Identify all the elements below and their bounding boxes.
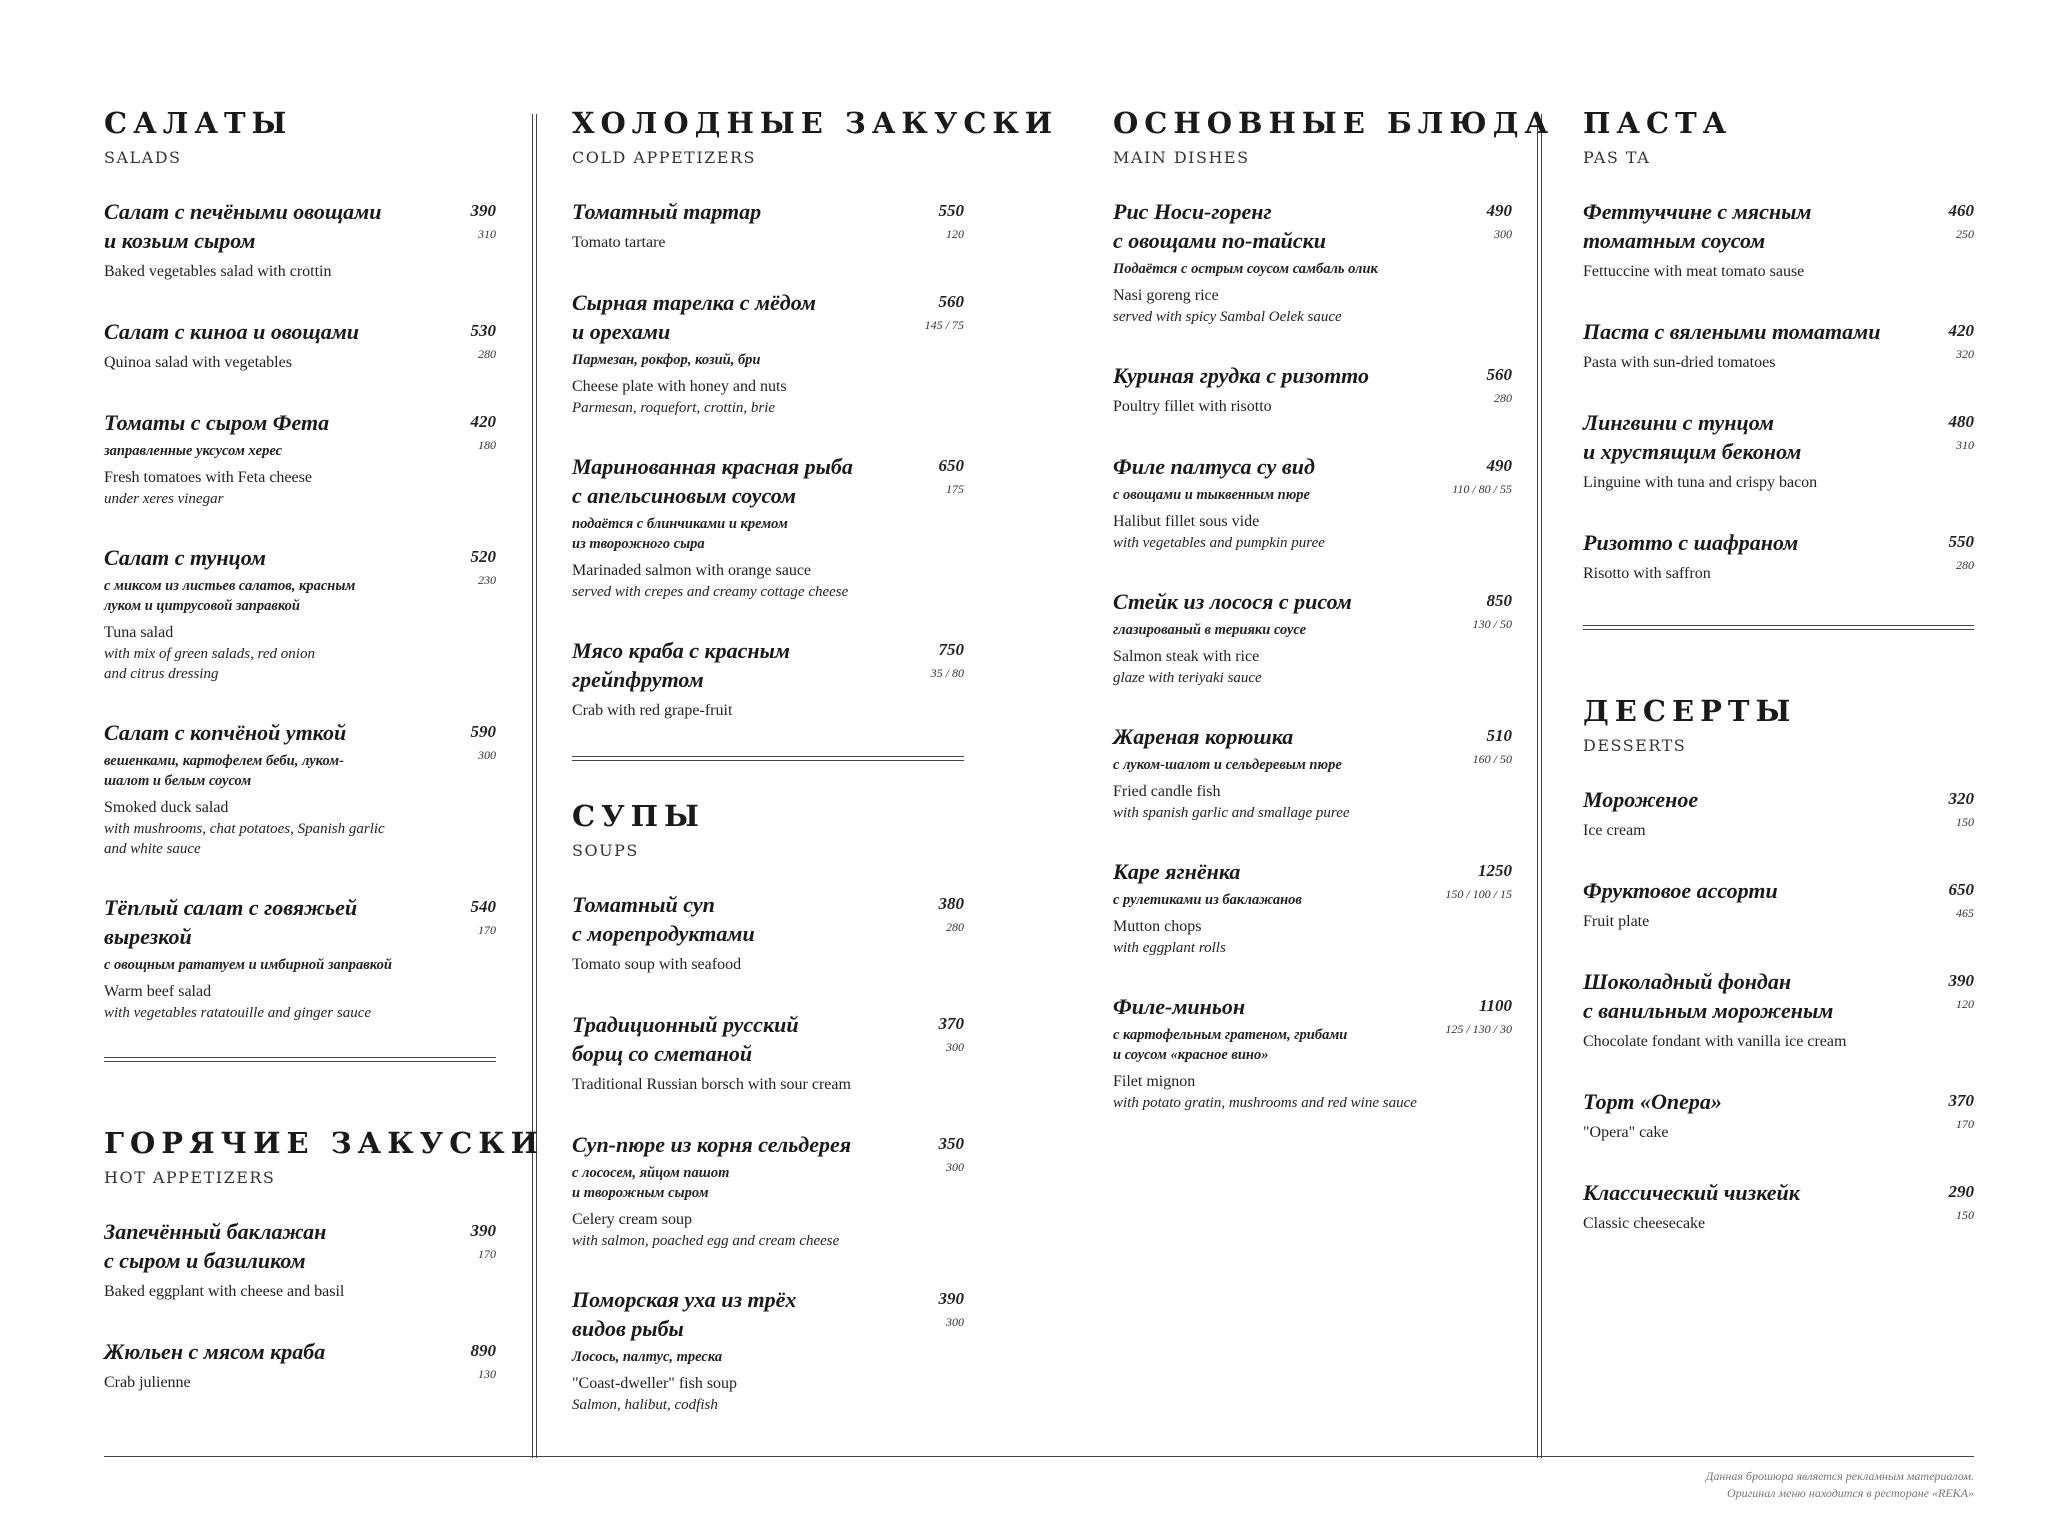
menu-item [572, 636, 964, 722]
dish-name-ru: Лингвини с тунцом и хрустящим беконом [1583, 409, 1802, 464]
dish-weight: 130 / 50 [1472, 616, 1512, 631]
menu-item-text [1583, 1087, 1913, 1144]
menu-item-text [572, 636, 902, 722]
menu-item [1113, 722, 1512, 823]
dish-name-ru: Торт «Опера» [1583, 1088, 1722, 1114]
section-subtitle: HOT APPETIZERS [104, 1167, 276, 1187]
price-block [1949, 317, 1975, 374]
dish-note-ru: с рулетиками из баклажанов [1113, 891, 1302, 908]
price-block [471, 408, 497, 509]
menu-item-text [1583, 967, 1913, 1053]
price-block [471, 543, 497, 684]
price-block [1452, 452, 1512, 553]
price-block [925, 288, 964, 418]
dish-weight: 300 [478, 747, 496, 762]
bottom-rule [104, 1456, 1974, 1457]
dish-name-en: Pasta with sun-dried tomatoes [1583, 353, 1776, 371]
dish-name-en: Tomato tartare [572, 233, 666, 251]
price-block [471, 893, 497, 1023]
dish-weight: 150 / 100 / 15 [1445, 886, 1512, 901]
dish-name-ru: Томатный тартар [572, 198, 762, 224]
column-divider [1537, 114, 1542, 1458]
section-subtitle: MAIN DISHES [1113, 147, 1250, 167]
section-divider [572, 756, 964, 761]
dish-name-en: Risotto with saffron [1583, 564, 1711, 582]
dish-price: 320 [1948, 788, 1974, 808]
dish-name-ru: Фруктовое ассорти [1583, 877, 1778, 903]
dish-weight: 280 [1956, 557, 1974, 572]
dish-note-en: with mix of green salads, red onion and citrus dressing [104, 645, 315, 682]
menu-item [104, 1337, 496, 1394]
dish-name-en: Crab julienne [104, 1373, 191, 1391]
dish-name-ru: Маринованная красная рыба с апельсиновым соусом [572, 453, 853, 508]
dish-price: 460 [1948, 200, 1974, 220]
menu-item [104, 408, 496, 509]
price-block [939, 1130, 965, 1251]
menu-item [104, 197, 496, 283]
dish-price: 890 [470, 1340, 496, 1360]
dish-name-ru: Куриная грудка с ризотто [1113, 362, 1370, 388]
price-block [1473, 722, 1512, 823]
menu-item-text [1113, 587, 1433, 688]
dish-note-ru: глазированый в терияки соусе [1113, 621, 1307, 638]
menu-items [1113, 197, 1512, 1113]
dish-name-en: Celery cream soup [572, 1210, 692, 1228]
dish-price: 530 [470, 320, 496, 340]
section-hot-appetizers [104, 1125, 545, 1394]
dish-note-en: under xeres vinegar [104, 490, 224, 507]
section-title: ОСНОВНЫЕ БЛЮДА [1113, 106, 1555, 140]
dish-weight: 280 [1494, 390, 1512, 405]
section-title: ДЕСЕРТЫ [1583, 693, 1797, 728]
dish-weight: 110 / 80 / 55 [1452, 481, 1512, 496]
dish-name-en: Fresh tomatoes with Feta cheese [104, 468, 312, 486]
dish-name-en: Traditional Russian borsch with sour cream [572, 1075, 851, 1093]
menu-item-text [572, 197, 902, 254]
menu-item [572, 890, 964, 976]
dish-name-ru: Поморская уха из трёх видов рыбы [572, 1286, 797, 1341]
menu-items [1583, 785, 1974, 1235]
dish-price: 750 [938, 639, 964, 659]
price-block [1445, 857, 1512, 958]
menu-item-text [1583, 876, 1913, 933]
dish-note-en: glaze with teriyaki sauce [1113, 669, 1262, 686]
dish-name-ru: Рис Носи-горенг с овощами по-тайски [1113, 198, 1326, 253]
dish-weight: 150 [1956, 814, 1974, 829]
dish-price: 390 [470, 1220, 496, 1240]
section-title: САЛАТЫ [104, 106, 293, 140]
menu-item [1113, 992, 1512, 1113]
price-block [1949, 785, 1975, 842]
dish-price: 350 [938, 1133, 964, 1153]
menu-item [572, 1285, 964, 1415]
dish-name-en: Cheese plate with honey and nuts [572, 377, 787, 395]
dish-name-ru: Ризотто с шафраном [1583, 529, 1799, 555]
dish-price: 650 [938, 455, 964, 475]
dish-note-ru: вешенками, картофелем беби, луком- шалот и белым соусом [104, 752, 344, 789]
menu-item [1583, 317, 1974, 374]
menu-item-text [1583, 408, 1913, 494]
dish-name-ru: Паста с вялеными томатами [1583, 318, 1881, 344]
dish-price: 420 [1948, 320, 1974, 340]
menu-item-text [572, 288, 902, 418]
dish-name-en: Tomato soup with seafood [572, 955, 742, 973]
menu-item-text [104, 197, 434, 283]
menu-item [1113, 361, 1512, 418]
menu-item [1113, 452, 1512, 553]
dish-price: 290 [1948, 1181, 1974, 1201]
dish-weight: 250 [1956, 226, 1974, 241]
section-desserts [1583, 693, 1974, 1235]
section-subtitle: SOUPS [572, 840, 639, 860]
dish-price: 390 [1948, 970, 1974, 990]
section-title: ХОЛОДНЫЕ ЗАКУСКИ [572, 106, 1059, 140]
menu-item-text [572, 1130, 902, 1251]
menu-item-text [1113, 452, 1433, 553]
dish-weight: 145 / 75 [924, 317, 964, 332]
menu-item [1113, 197, 1512, 327]
section-salads [104, 108, 496, 1023]
dish-price: 420 [470, 411, 496, 431]
menu-item [1583, 1087, 1974, 1144]
dish-weight: 300 [1494, 226, 1512, 241]
dish-note-en: Salmon, halibut, codfish [572, 1396, 718, 1413]
price-block [1949, 1087, 1975, 1144]
section-main-dishes [1113, 106, 1555, 1113]
dish-weight: 160 / 50 [1472, 751, 1512, 766]
dish-name-ru: Жюльен с мясом краба [104, 1338, 326, 1364]
dish-weight: 170 [478, 922, 496, 937]
dish-weight: 300 [946, 1159, 964, 1174]
price-block [1473, 587, 1512, 688]
dish-note-ru: Лосось, палтус, треска [572, 1348, 723, 1365]
dish-weight: 35 / 80 [930, 665, 964, 680]
dish-note-ru: подаётся с блинчиками и кремом из творожного сыра [572, 515, 788, 552]
dish-name-en: Quinoa salad with vegetables [104, 353, 292, 371]
menu-items [104, 1217, 496, 1394]
dish-weight: 170 [1956, 1116, 1974, 1131]
dish-note-ru: Пармезан, рокфор, козий, бри [572, 351, 761, 368]
dish-price: 490 [1486, 200, 1512, 220]
dish-price: 590 [470, 721, 496, 741]
menu-item [104, 893, 496, 1023]
price-block [1487, 361, 1513, 418]
dish-name-en: "Opera" cake [1583, 1123, 1669, 1141]
dish-name-en: Poultry fillet with risotto [1113, 397, 1272, 415]
dish-note-en: served with crepes and creamy cottage cheese [572, 583, 849, 600]
menu-item-text [1113, 722, 1433, 823]
dish-name-en: Chocolate fondant with vanilla ice cream [1583, 1032, 1847, 1050]
menu-column-2 [572, 106, 1059, 1449]
price-block [1949, 528, 1975, 585]
section-title: ГОРЯЧИЕ ЗАКУСКИ [104, 1125, 545, 1160]
menu-item-text [1583, 1178, 1913, 1235]
menu-item [104, 718, 496, 859]
dish-price: 520 [470, 546, 496, 566]
menu-item [572, 197, 964, 254]
dish-price: 480 [1948, 411, 1974, 431]
dish-price: 1100 [1478, 995, 1512, 1015]
dish-weight: 130 [478, 1366, 496, 1381]
dish-note-en: with salmon, poached egg and cream cheese [572, 1232, 840, 1249]
menu-item [104, 543, 496, 684]
dish-price: 390 [938, 1288, 964, 1308]
dish-name-en: Baked vegetables salad with crottin [104, 262, 332, 280]
menu-item [1583, 408, 1974, 494]
dish-note-ru: с лососем, яйцом пашот и творожным сыром [572, 1164, 730, 1201]
menu-items [572, 890, 964, 1415]
dish-price: 560 [1486, 364, 1512, 384]
price-block [939, 1285, 965, 1415]
dish-name-ru: Салат с копчёной уткой [104, 719, 347, 745]
dish-note-ru: с картофельным гратеном, грибами и соусом «красное вино» [1113, 1026, 1348, 1063]
menu-item [572, 452, 964, 602]
dish-name-ru: Запечённый баклажан с сыром и базиликом [104, 1218, 327, 1273]
dish-name-en: Fried candle fish [1113, 782, 1221, 800]
dish-weight: 180 [478, 437, 496, 452]
dish-weight: 120 [1956, 996, 1974, 1011]
menu-item [572, 1130, 964, 1251]
price-block [1949, 1178, 1975, 1235]
menu-item [1583, 876, 1974, 933]
dish-weight: 320 [1956, 346, 1974, 361]
dish-name-ru: Салат с тунцом [104, 544, 267, 570]
dish-note-ru: с овощами и тыквенным пюре [1113, 486, 1310, 503]
dish-name-ru: Каре ягнёнка [1113, 858, 1241, 884]
dish-note-ru: с овощным рататуем и имбирной заправкой [104, 956, 392, 973]
menu-item-text [104, 718, 434, 859]
menu-item [1113, 857, 1512, 958]
section-title: ПАСТА [1583, 106, 1733, 140]
dish-name-ru: Стейк из лосося с рисом [1113, 588, 1352, 614]
dish-name-en: Filet mignon [1113, 1072, 1196, 1090]
menu-items [104, 197, 496, 1023]
menu-column-4 [1583, 108, 1974, 1269]
column-divider [532, 114, 537, 1458]
section-subtitle: SALADS [104, 147, 182, 167]
dish-name-en: Crab with red grape-fruit [572, 701, 733, 719]
section-cold-appetizers [572, 106, 1059, 722]
dish-note-en: with spanish garlic and smallage puree [1113, 804, 1350, 821]
menu-item-text [1583, 197, 1913, 283]
price-block [471, 1337, 497, 1394]
disclaimer-line: Данная брошюра является рекламным материалом. [1705, 1469, 1974, 1483]
dish-name-en: Tuna salad [104, 623, 174, 641]
section-subtitle: COLD APPETIZERS [572, 147, 756, 167]
dish-note-en: with vegetables and pumpkin puree [1113, 534, 1325, 551]
dish-name-en: Mutton chops [1113, 917, 1202, 935]
menu-item-text [1583, 528, 1913, 585]
dish-weight: 300 [946, 1314, 964, 1329]
dish-note-en: with potato gratin, mushrooms and red wine sauce [1113, 1094, 1417, 1111]
menu-item [1583, 967, 1974, 1053]
dish-price: 490 [1486, 455, 1512, 475]
dish-weight: 465 [1956, 905, 1974, 920]
menu-item-text [104, 543, 434, 684]
dish-name-ru: Жареная корюшка [1113, 723, 1294, 749]
price-block [1445, 992, 1512, 1113]
dish-name-en: Salmon steak with rice [1113, 647, 1260, 665]
dish-weight: 280 [946, 919, 964, 934]
menu-column-1 [104, 106, 545, 1428]
dish-weight: 175 [946, 481, 964, 496]
menu-item-text [104, 317, 434, 374]
dish-name-ru: Суп-пюре из корня сельдерея [572, 1131, 852, 1157]
dish-name-en: Ice cream [1583, 821, 1646, 839]
price-block [939, 890, 965, 976]
menu-item-text [1583, 317, 1913, 374]
menu-item [1583, 528, 1974, 585]
dish-price: 550 [1948, 531, 1974, 551]
menu-item-text [1113, 857, 1433, 958]
dish-note-ru: заправленные уксусом херес [104, 442, 283, 459]
dish-name-ru: Феттуччине с мясным томатным соусом [1583, 198, 1812, 253]
menu-item [1583, 785, 1974, 842]
dish-weight: 230 [478, 572, 496, 587]
dish-note-ru: Подаётся с острым соусом самбаль олик [1113, 260, 1378, 277]
dish-name-ru: Традиционный русский борщ со сметаной [572, 1011, 799, 1066]
dish-note-en: served with spicy Sambal Oelek sauce [1113, 308, 1342, 325]
menu-item-text [572, 1010, 902, 1096]
dish-price: 390 [470, 200, 496, 220]
menu-item-text [1113, 992, 1433, 1113]
menu-item-text [572, 1285, 902, 1415]
price-block [939, 1010, 965, 1096]
dish-price: 1250 [1478, 860, 1512, 880]
dish-name-ru: Мороженое [1583, 786, 1699, 812]
dish-name-en: Linguine with tuna and crispy bacon [1583, 473, 1818, 491]
menu-item-text [104, 1217, 434, 1303]
dish-name-en: Smoked duck salad [104, 798, 229, 816]
dish-price: 370 [938, 1013, 964, 1033]
dish-name-ru: Салат с печёными овощами и козьим сыром [104, 198, 382, 253]
price-block [1487, 197, 1513, 327]
dish-name-ru: Тёплый салат с говяжьей вырезкой [104, 894, 358, 949]
menu-item-text [1113, 197, 1433, 327]
dish-price: 540 [470, 896, 496, 916]
dish-name-en: Baked eggplant with cheese and basil [104, 1282, 345, 1300]
dish-note-en: Parmesan, roquefort, crottin, brie [572, 399, 776, 416]
dish-name-ru: Томатный суп с морепродуктами [572, 891, 755, 946]
menu-item-text [572, 452, 902, 602]
menu-items [572, 197, 964, 722]
dish-price: 510 [1486, 725, 1512, 745]
menu-item-text [1583, 785, 1913, 842]
section-subtitle: DESSERTS [1583, 735, 1687, 755]
dish-name-ru: Томаты с сыром Фета [104, 409, 330, 435]
dish-name-en: Fettuccine with meat tomato sause [1583, 262, 1805, 280]
price-block [931, 636, 964, 722]
dish-price: 380 [938, 893, 964, 913]
menu-item-text [104, 893, 434, 1023]
menu-item-text [572, 890, 902, 976]
dish-name-en: Classic cheesecake [1583, 1214, 1706, 1232]
dish-weight: 280 [478, 346, 496, 361]
dish-note-en: with mushrooms, chat potatoes, Spanish garlic and white sauce [104, 820, 385, 857]
dish-note-ru: с миксом из листьев салатов, красным луком и цитрусовой заправкой [104, 577, 356, 614]
dish-weight: 300 [946, 1039, 964, 1054]
section-divider [104, 1057, 496, 1062]
dish-note-en: with vegetables ratatouille and ginger sauce [104, 1004, 372, 1021]
dish-price: 560 [938, 291, 964, 311]
dish-name-en: Marinaded salmon with orange sauce [572, 561, 812, 579]
section-pasta [1583, 108, 1974, 585]
menu-item [572, 1010, 964, 1096]
dish-name-en: "Coast-dweller" fish soup [572, 1374, 738, 1392]
dish-name-ru: Салат с киноа и овощами [104, 318, 359, 344]
price-block [939, 452, 965, 602]
dish-weight: 150 [1956, 1207, 1974, 1222]
dish-price: 550 [938, 200, 964, 220]
dish-weight: 310 [1956, 437, 1974, 452]
price-block [1949, 408, 1975, 494]
section-title: СУПЫ [572, 798, 705, 833]
dish-name-en: Warm beef salad [104, 982, 212, 1000]
dish-name-ru: Филе палтуса су вид [1113, 453, 1315, 479]
dish-weight: 170 [478, 1246, 496, 1261]
dish-weight: 125 / 130 / 30 [1445, 1021, 1512, 1036]
price-block [471, 718, 497, 859]
dish-name-en: Nasi goreng rice [1113, 286, 1219, 304]
dish-price: 650 [1948, 879, 1974, 899]
menu-item [1583, 1178, 1974, 1235]
dish-price: 850 [1486, 590, 1512, 610]
menu-item-text [1113, 361, 1433, 418]
dish-note-en: with eggplant rolls [1113, 939, 1226, 956]
menu-item [104, 1217, 496, 1303]
dish-name-ru: Сырная тарелка с мёдом и орехами [572, 289, 816, 344]
price-block [471, 197, 497, 283]
price-block [1949, 197, 1975, 283]
dish-weight: 120 [946, 226, 964, 241]
menu-item [104, 317, 496, 374]
menu-items [1583, 197, 1974, 585]
dish-name-ru: Мясо краба с красным грейпфрутом [572, 637, 790, 692]
section-divider [1583, 625, 1974, 630]
dish-name-en: Fruit plate [1583, 912, 1650, 930]
dish-name-ru: Классический чизкейк [1583, 1179, 1800, 1205]
section-subtitle: PAS TA [1583, 147, 1651, 167]
dish-note-ru: с луком-шалот и сельдеревым пюре [1113, 756, 1342, 773]
dish-name-ru: Шоколадный фондан с ванильным мороженым [1583, 968, 1834, 1023]
disclaimer-line: Оригинал меню находится в ресторане «REKA» [1726, 1486, 1974, 1500]
price-block [939, 197, 965, 254]
menu-item-text [104, 408, 434, 509]
disclaimer [1706, 1468, 1974, 1502]
menu-item [1113, 587, 1512, 688]
section-soups [572, 798, 964, 1415]
menu-column-3 [1113, 106, 1555, 1147]
dish-weight: 310 [478, 226, 496, 241]
price-block [471, 1217, 497, 1303]
menu-item-text [104, 1337, 434, 1394]
dish-price: 370 [1948, 1090, 1974, 1110]
menu-item [1583, 197, 1974, 283]
dish-name-en: Halibut fillet sous vide [1113, 512, 1260, 530]
dish-name-ru: Филе-миньон [1113, 993, 1246, 1019]
menu-item [572, 288, 964, 418]
price-block [1949, 876, 1975, 933]
price-block [1949, 967, 1975, 1053]
price-block [471, 317, 497, 374]
